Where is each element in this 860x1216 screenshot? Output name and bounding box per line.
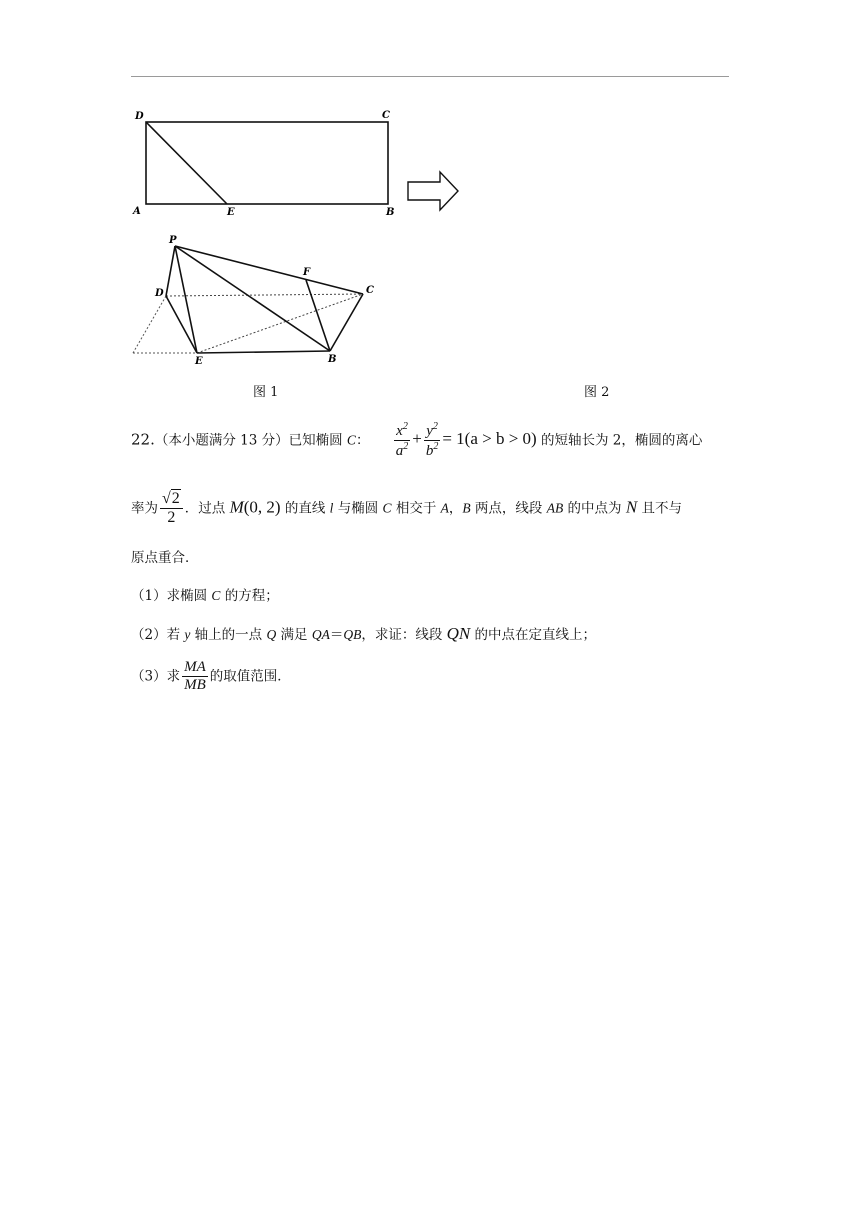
question-1: （1）求椭圆 C 的方程； [131,588,279,604]
eccentricity-fraction: $\frac{√2}{2}$ [160,490,183,528]
label-rect-a: A [133,206,141,217]
label-solid-f: F [303,267,311,278]
label-solid-b: B [328,354,337,365]
question-2: （2）若 y 轴上的一点 Q 满足 QA＝QB，求证：线段 QN 的中点在定直线上； [131,624,597,643]
label-solid-e: E [195,356,203,367]
folded-solid [133,246,363,353]
rectangle-abcd [146,122,388,204]
label-rect-d: D [135,111,144,122]
figure-1-caption: 图 1 [253,385,279,400]
problem-number: 22. [131,430,155,449]
label-solid-c: C [366,285,374,296]
label-rect-c: C [382,110,390,121]
label-solid-p: P [169,235,177,246]
segment-de [146,122,227,204]
arrow-icon [408,172,458,210]
ratio-fraction: $\frac{MA}{MB}$ [184,659,206,694]
question-3: （3）求 $\frac{MA}{MB}$ 的取值范围． [131,659,291,694]
figure-1 [0,0,860,400]
problem-line-2: 率为 $\frac{√2}{2}$ ．过点 M(0, 2) 的直线 l 与椭圆 C 相交于 A，B 两点，线段 AB 的中点为 N 且不与 [131,490,682,527]
ellipse-equation: $\frac{x^2}{a^2}$ + $\frac{y^2}{b^2}$ = 1(a > b > 0) [395,421,537,460]
problem-line-3: 原点重合． [131,550,199,566]
label-rect-e: E [227,207,235,218]
label-rect-b: B [386,207,395,218]
figure-2-caption: 图 2 [584,385,610,400]
problem-line-1: 22.（本小题满分 13 分）已知椭圆 C： $\frac{x^2}{a^2}$ + $\frac{y^2}{b^2}$ = 1(a > b > 0) 的短轴长为 2，椭圆的离心 [131,421,703,460]
label-solid-d: D [155,288,164,299]
